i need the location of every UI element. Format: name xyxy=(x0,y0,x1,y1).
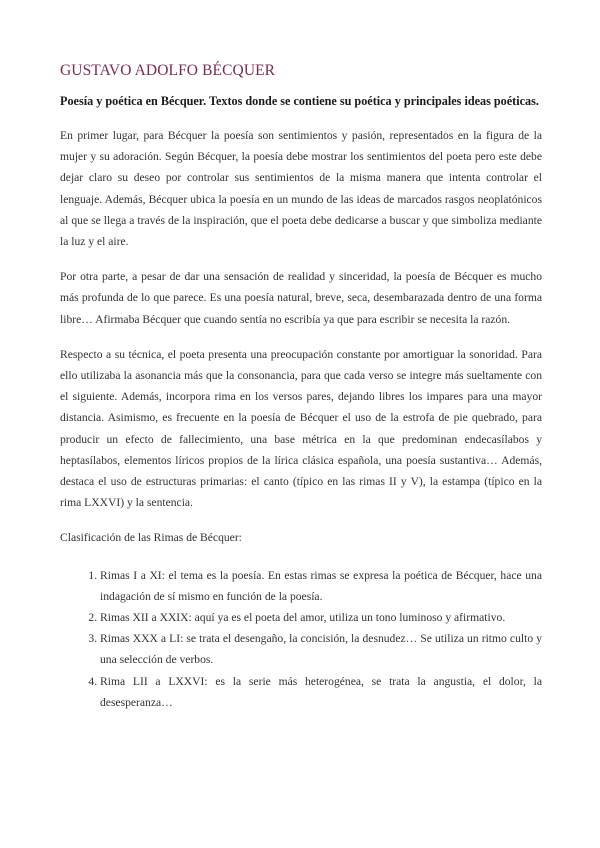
document-page xyxy=(60,62,542,713)
document-subtitle: Poesía y poética en Bécquer. Textos donde se contiene su poética y principales ideas poéticas. xyxy=(60,94,539,108)
list-item: 2. Rimas XII a XXIX: aquí ya es el poeta del amor, utiliza un tono luminoso y afirmativo. xyxy=(100,607,542,628)
classification-heading: Clasificación de las Rimas de Bécquer: xyxy=(60,531,242,545)
paragraph-intro: En primer lugar, para Bécquer la poesía son sentimientos y pasión, representados en la figura de la mujer y su adoración. Según Bécquer, la poesía debe mostrar los sentimientos del poeta pero este debe dejar claro su deseo por controlar sus sentimientos de la misma manera que intenta controlar el lenguaje. Además, Bécquer ubica la poesía en un mundo de las ideas de marcados rasgos neoplatónicos al que se llega a través de la inspiración, que el poeta debe dedicarse a buscar y que simboliza mediante la luz y el aire. xyxy=(60,129,542,249)
list-item: 3. Rimas XXX a LI: se trata el desengaño, la concisión, la desnudez… Se utiliza un ritmo culto y una selección de verbos. xyxy=(100,628,542,670)
paragraph-technique: Respecto a su técnica, el poeta presenta una preocupación constante por amortiguar la sonoridad. Para ello utilizaba la asonancia más que la consonancia, para que cada verso se integre más sueltamente con el siguiente. Además, incorpora rima en los versos pares, dejando libres los impares para una mayor distancia. Asimismo, es frecuente en la poesía de Bécquer el uso de la estrofa de pie quebrado, para producir un efecto de fallecimiento, una base métrica en la que predominan endecasílabos y heptasílabos, elementos líricos propios de la lírica clásica española, una poesía sustantiva… Además, destaca el uso de estructuras primarias: el canto (típico en las rimas II y V), la estampa (típico en la rima LXXVI) y la sentencia. xyxy=(60,347,542,510)
document-title: GUSTAVO ADOLFO BÉCQUER xyxy=(60,62,276,79)
paragraph-depth: Por otra parte, a pesar de dar una sensación de realidad y sinceridad, la poesía de Bécquer es mucho más profunda de lo que parece. Es una poesía natural, breve, seca, desembarazada dentro de una forma libre… Afirmaba Bécquer que cuando sentía no escribía ya que para escribir se necesita la razón. xyxy=(60,270,542,326)
list-item: 4. Rima LII a LXXVI: es la serie más heterogénea, se trata la angustia, el dolor, la desesperanza… xyxy=(100,671,542,713)
list-item: 1. Rimas I a XI: el tema es la poesía. En estas rimas se expresa la poética de Bécquer, hace una indagación de sí mismo en función de la poesía. xyxy=(100,565,542,607)
classification-list xyxy=(60,565,542,713)
